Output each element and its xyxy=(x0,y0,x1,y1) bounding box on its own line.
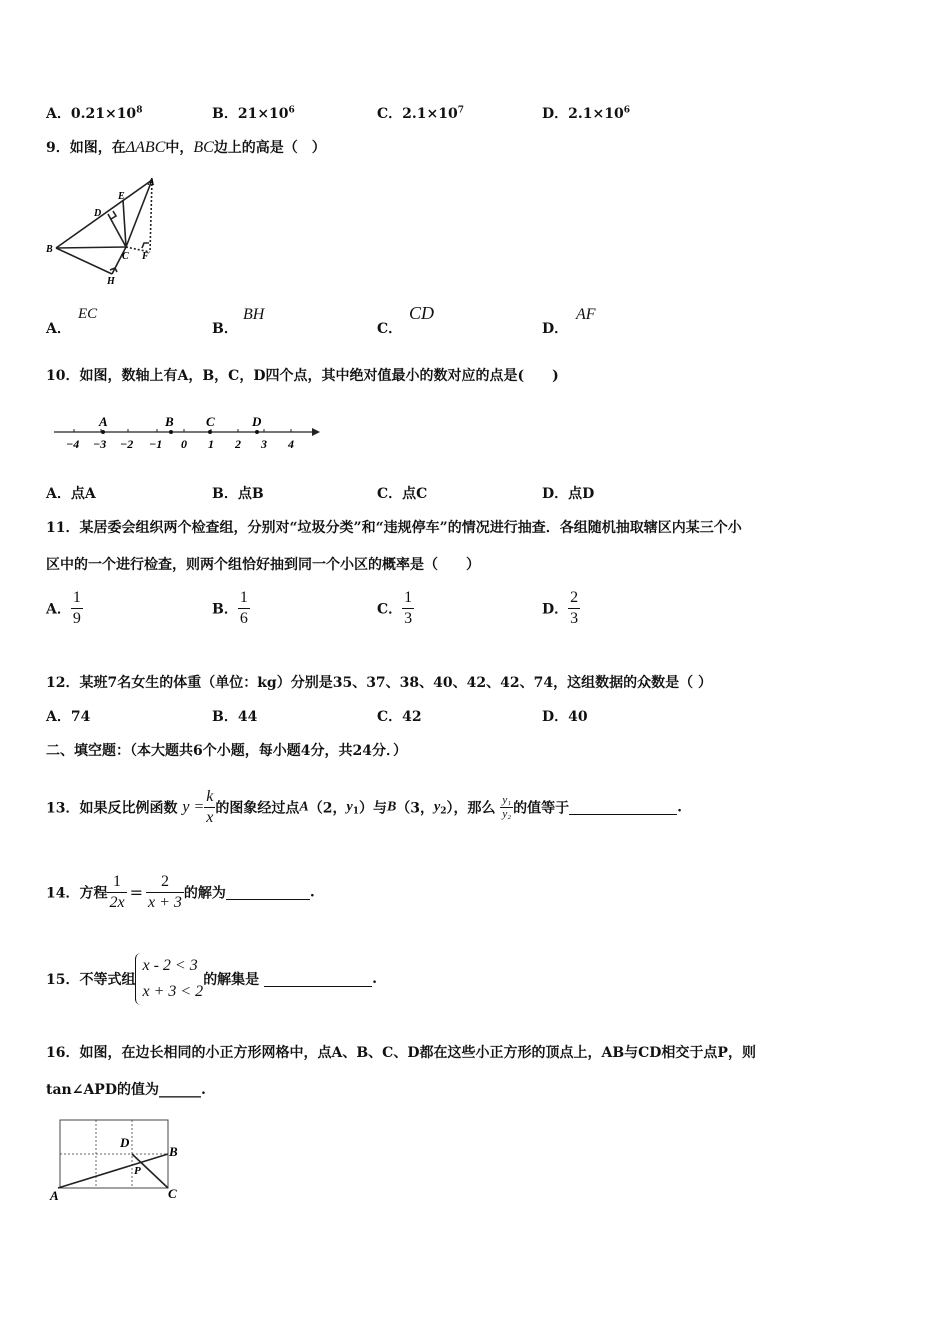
svg-text:1: 1 xyxy=(208,437,214,451)
svg-text:−3: −3 xyxy=(93,437,107,451)
q9-triangle-figure xyxy=(44,176,170,288)
q14-answer-blank[interactable] xyxy=(226,885,310,900)
q9-label-a: A xyxy=(148,177,155,188)
q9-option-c-value: CD xyxy=(409,303,435,323)
q16-label-a: A xyxy=(50,1188,59,1203)
q11-stem-line2: 区中的一个进行检查，则两个组恰好抽到同一个小区的概率是（ ） xyxy=(46,557,480,573)
q8-option-a: A．$0.21\times 10^8$ xyxy=(46,105,143,122)
q16-grid-figure xyxy=(46,1114,196,1206)
svg-text:−4: −4 xyxy=(66,437,80,451)
q8-option-c: C．$2.1\times 10^7$ xyxy=(377,105,464,122)
q10-point-c: C xyxy=(206,414,215,429)
q13-answer-blank[interactable] xyxy=(569,800,677,815)
q16-label-c: C xyxy=(168,1186,177,1201)
q16-label-p: P xyxy=(134,1165,141,1177)
q9-label-h: H xyxy=(107,276,115,287)
q9-option-a-value: EC xyxy=(78,306,98,322)
svg-text:−2: −2 xyxy=(120,437,134,451)
q15-answer-blank[interactable] xyxy=(264,972,372,987)
section-2-heading: 二、填空题：（本大题共6个小题，每小题4分，共24分．） xyxy=(46,743,407,759)
q15-inequality-system: x - 2 < 3 x + 3 < 2 xyxy=(135,953,203,1005)
q10-option-b: B．点B xyxy=(212,486,264,502)
q12-stem: 12．某班7名女生的体重（单位：kg）分别是35、37、38、40、42、42、74，这组数据的众数是（ ） xyxy=(46,675,712,691)
q12-option-b: B．44 xyxy=(212,709,258,725)
q9-label-b: B xyxy=(46,244,53,255)
q11-option-a: A． $\frac{1}{9}$ xyxy=(46,589,81,627)
q12-option-a: A．74 xyxy=(46,709,91,725)
q10-point-b: B xyxy=(165,414,174,429)
q9-label-c: C xyxy=(122,251,129,262)
q9-option-a: A． xyxy=(46,321,71,337)
q12-option-c: C．42 xyxy=(377,709,422,725)
q16-label-d: D xyxy=(120,1135,130,1150)
q16-label-b: B xyxy=(169,1144,178,1159)
q9-option-d-value: AF xyxy=(576,306,596,323)
q10-option-a: A．点A xyxy=(46,486,96,502)
q10-option-c: C．点C xyxy=(377,486,428,502)
q9-label-f: F xyxy=(142,251,149,262)
q16-stem-line2: tan∠APD的值为______. xyxy=(46,1082,206,1098)
q9-option-b-value: BH xyxy=(243,306,265,323)
q11-stem-line1: 11．某居委会组织两个检查组，分别对“垃圾分类”和“违规停车”的情况进行抽查．各组随机抽取辖区内某三个小 xyxy=(46,520,742,536)
q10-point-a: A xyxy=(99,414,108,429)
q9-label-e: E xyxy=(118,191,125,202)
q14-stem: 14．方程 $\frac{1}{2x}$ = $\frac{2}{x + 3}$ 的解为 . xyxy=(46,873,315,911)
q12-option-d: D．40 xyxy=(542,709,588,725)
q10-point-d: D xyxy=(252,414,262,429)
q13-stem: 13．如果反比例函数 y = $\frac{k}{x}$ 的图象经过点A（2，$y_1$）与B（3，$y_2$），那么 $\frac{\text{y₁}}{\text{y₂}}$ 的值等于 . xyxy=(46,788,682,826)
svg-text:3: 3 xyxy=(261,437,267,451)
q15-stem: 15．不等式组 x - 2 < 3 x + 3 < 2 的解集是 . xyxy=(46,953,377,1005)
q11-option-d: D． $\frac{2}{3}$ xyxy=(542,589,579,627)
q9-stem: 9．如图，在ΔABC中，BC边上的高是（ ） xyxy=(46,139,326,156)
svg-text:0: 0 xyxy=(181,437,187,451)
q11-option-b: B． $\frac{1}{6}$ xyxy=(212,589,248,627)
svg-text:2: 2 xyxy=(235,437,241,451)
q10-option-d: D．点D xyxy=(542,486,595,502)
q16-stem-line1: 16．如图，在边长相同的小正方形网格中，点A、B、C、D都在这些小正方形的顶点上，AB与CD相交于点P，则 xyxy=(46,1045,756,1061)
q9-option-d: D． xyxy=(542,321,569,337)
q10-stem: 10．如图，数轴上有A，B，C，D四个点，其中绝对值最小的数对应的点是( ) xyxy=(46,368,559,384)
q9-option-c: C． xyxy=(377,321,403,337)
q9-option-b: B． xyxy=(212,321,238,337)
svg-text:4: 4 xyxy=(288,437,294,451)
q9-label-d: D xyxy=(94,208,102,219)
q8-option-b: B．$21\times 10^6$ xyxy=(212,105,295,122)
q8-option-d: D．$2.1\times 10^6$ xyxy=(542,105,630,122)
q10-number-line xyxy=(50,410,330,454)
q11-option-c: C． $\frac{1}{3}$ xyxy=(377,589,413,627)
svg-text:−1: −1 xyxy=(149,437,163,451)
